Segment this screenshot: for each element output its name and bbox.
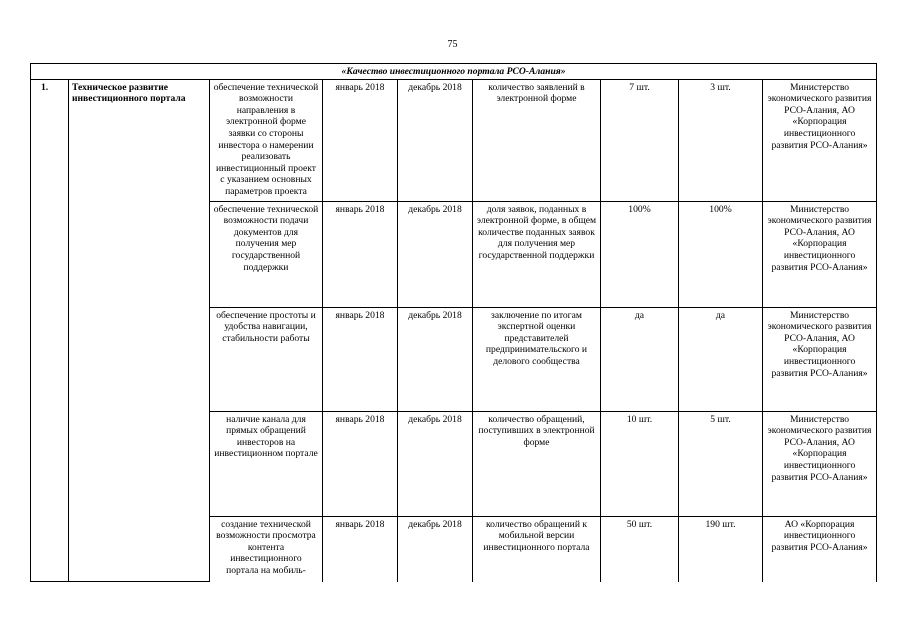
item-objective: Техническое развитие инвестиционного портала bbox=[69, 79, 210, 582]
responsible-cell: АО «Корпорация инвестиционного развития РСО-Алания» bbox=[763, 516, 877, 582]
event-cell: создание технической возможности просмотра контента инвестиционного портала на мобиль- bbox=[210, 516, 323, 582]
target-value-cell: 100% bbox=[679, 201, 763, 307]
page-number: 75 bbox=[447, 39, 458, 50]
end-date-cell: декабрь 2018 bbox=[398, 79, 473, 201]
base-value-cell: да bbox=[601, 307, 679, 411]
end-date-cell: декабрь 2018 bbox=[398, 516, 473, 582]
indicator-cell: количество обращений, поступивших в электронной форме bbox=[473, 411, 601, 516]
responsible-cell: Министерство экономического развития РСО-Алания, АО «Корпорация инвестиционного развития РСО-Алания» bbox=[763, 201, 877, 307]
end-date-cell: декабрь 2018 bbox=[398, 411, 473, 516]
responsible-cell: Министерство экономического развития РСО-Алания, АО «Корпорация инвестиционного развития РСО-Алания» bbox=[763, 411, 877, 516]
end-date-cell: декабрь 2018 bbox=[398, 201, 473, 307]
base-value-cell: 50 шт. bbox=[601, 516, 679, 582]
item-number: 1. bbox=[31, 79, 69, 582]
start-date-cell: январь 2018 bbox=[323, 516, 398, 582]
responsible-cell: Министерство экономического развития РСО-Алания, АО «Корпорация инвестиционного развития РСО-Алания» bbox=[763, 307, 877, 411]
table-row bbox=[31, 79, 877, 201]
start-date-cell: январь 2018 bbox=[323, 411, 398, 516]
target-value-cell: 190 шт. bbox=[679, 516, 763, 582]
section-header-row bbox=[31, 64, 877, 80]
event-cell: обеспечение технической возможности направления в электронной форме заявки со стороны инвестора о намерении реализовать инвестиционный проект с указанием основных параметров проекта bbox=[210, 79, 323, 201]
event-cell: наличие канала для прямых обращений инвесторов на инвестиционном портале bbox=[210, 411, 323, 516]
target-value-cell: 3 шт. bbox=[679, 79, 763, 201]
start-date-cell: январь 2018 bbox=[323, 79, 398, 201]
start-date-cell: январь 2018 bbox=[323, 307, 398, 411]
start-date-cell: январь 2018 bbox=[323, 201, 398, 307]
indicator-cell: количество обращений к мобильной версии инвестиционного портала bbox=[473, 516, 601, 582]
responsible-cell: Министерство экономического развития РСО-Алания, АО «Корпорация инвестиционного развития РСО-Алания» bbox=[763, 79, 877, 201]
end-date-cell: декабрь 2018 bbox=[398, 307, 473, 411]
base-value-cell: 7 шт. bbox=[601, 79, 679, 201]
section-title: «Качество инвестиционного портала РСО-Алания» bbox=[31, 64, 877, 80]
base-value-cell: 10 шт. bbox=[601, 411, 679, 516]
indicator-cell: заключение по итогам экспертной оценки представителей предпринимательского и делового сообщества bbox=[473, 307, 601, 411]
base-value-cell: 100% bbox=[601, 201, 679, 307]
indicator-cell: количество заявлений в электронной форме bbox=[473, 79, 601, 201]
indicator-cell: доля заявок, поданных в электронной форме, в общем количестве поданных заявок для получения мер государственной поддержки bbox=[473, 201, 601, 307]
target-value-cell: 5 шт. bbox=[679, 411, 763, 516]
target-value-cell: да bbox=[679, 307, 763, 411]
event-cell: обеспечение технической возможности подачи документов для получения мер государственной поддержки bbox=[210, 201, 323, 307]
roadmap-table bbox=[30, 63, 877, 582]
event-cell: обеспечение простоты и удобства навигации, стабильности работы bbox=[210, 307, 323, 411]
